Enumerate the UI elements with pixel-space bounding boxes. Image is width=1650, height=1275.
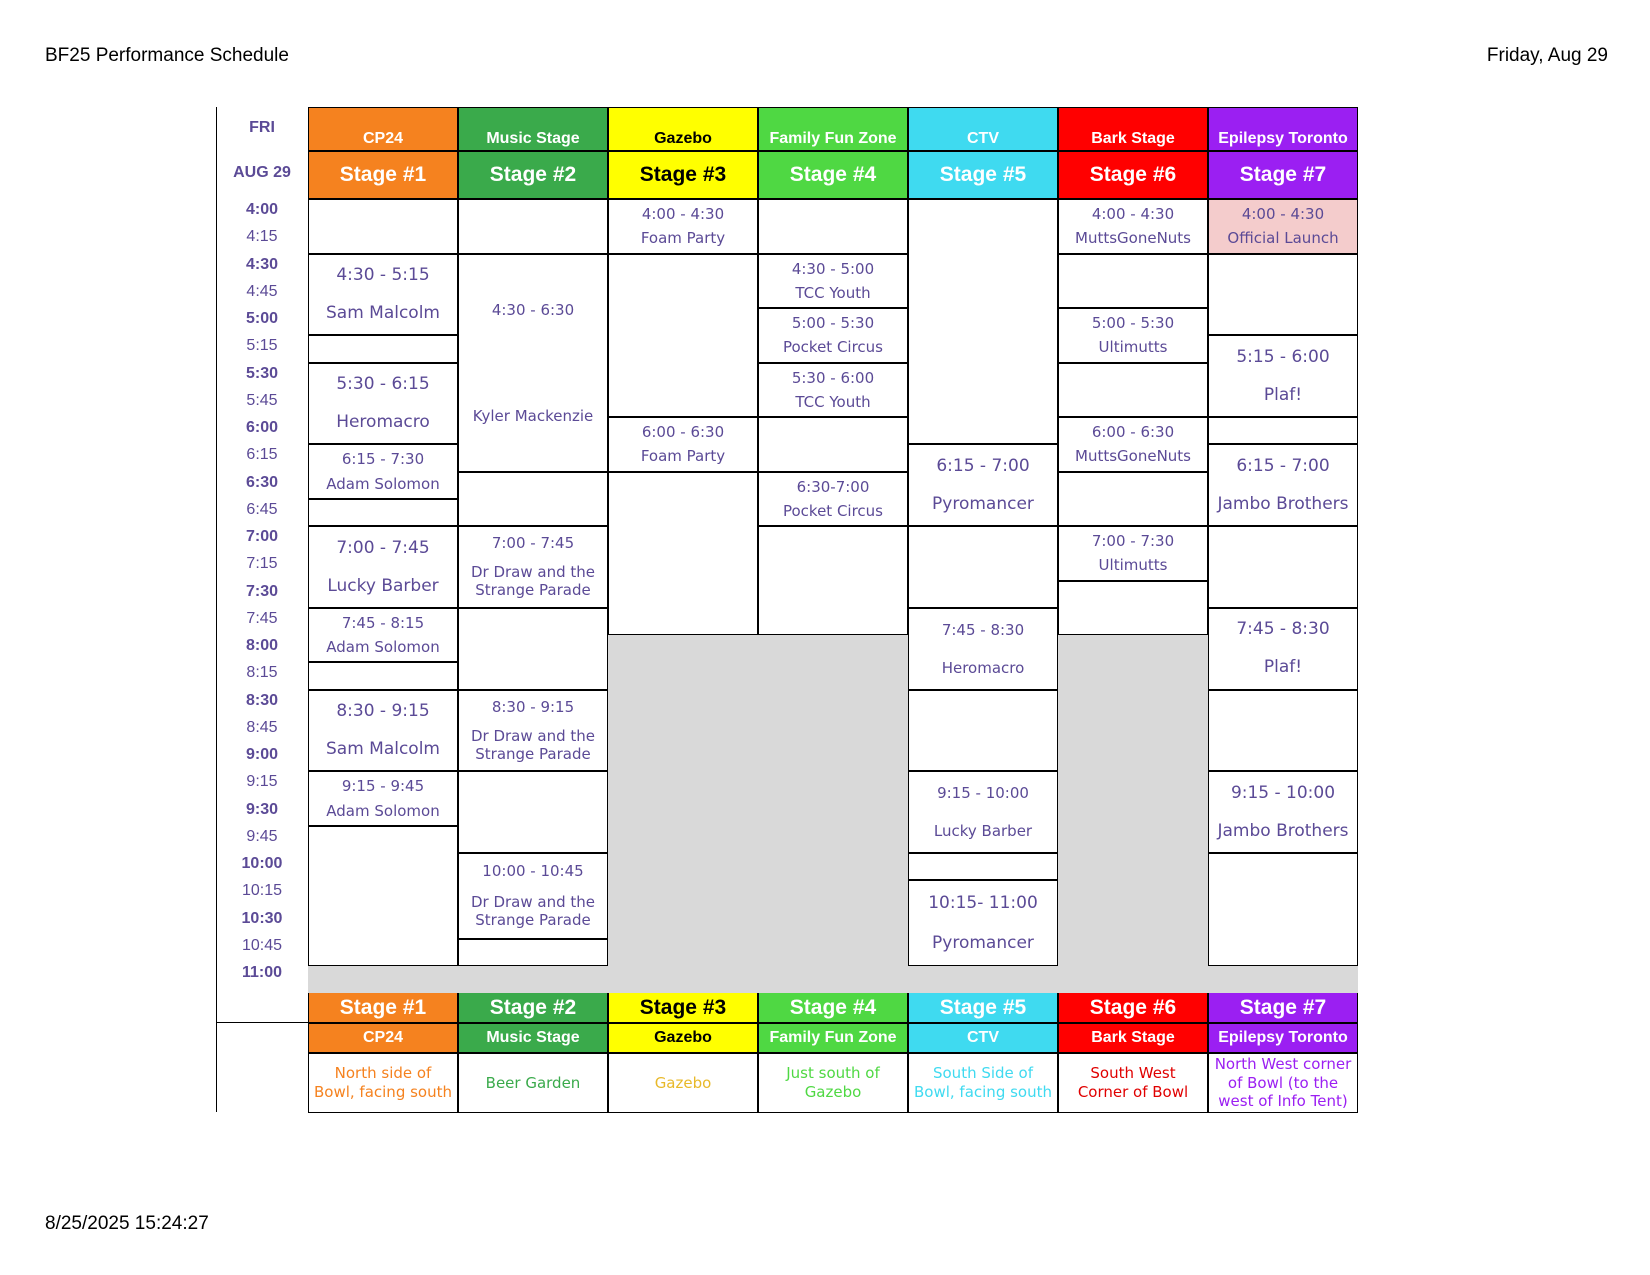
- empty-slot: [1058, 581, 1208, 636]
- time-label: 8:45: [246, 718, 278, 736]
- time-label: 8:15: [246, 664, 278, 682]
- slot-performer: Ultimutts: [1098, 338, 1168, 357]
- slot-time: 4:00 - 4:30: [1091, 205, 1175, 224]
- slot-time: 7:00 - 7:45: [491, 534, 575, 553]
- slot-performer: MuttsGoneNuts: [1075, 229, 1191, 248]
- empty-slot: [458, 199, 608, 254]
- slot-performer: Foam Party: [640, 447, 726, 466]
- slot-performer: Dr Draw and the Strange Parade: [470, 726, 596, 763]
- performance-slot[interactable]: [758, 472, 908, 527]
- empty-slot: [908, 690, 1058, 772]
- stage-number-footer: Stage #7: [1208, 992, 1358, 1023]
- time-label: 10:00: [241, 855, 283, 872]
- empty-slot: [1208, 690, 1358, 772]
- performance-slot[interactable]: [1208, 608, 1358, 690]
- print-timestamp: 8/25/2025 15:24:27: [45, 1213, 209, 1234]
- stage-sponsor-header: Family Fun Zone: [758, 107, 908, 151]
- slot-time: 6:00 - 6:30: [1091, 423, 1175, 442]
- stage-location: North side of Bowl, facing south: [308, 1053, 458, 1113]
- slot-performer: Pocket Circus: [782, 338, 883, 357]
- slot-time: 6:15 - 7:00: [1236, 455, 1330, 476]
- time-label: 9:00: [245, 746, 279, 763]
- empty-slot: [1058, 363, 1208, 418]
- slot-performer: Pocket Circus: [782, 501, 883, 520]
- stage-location: Gazebo: [608, 1053, 758, 1113]
- stage-number-header: Stage #7: [1208, 151, 1358, 199]
- stage-sponsor-header: Gazebo: [608, 107, 758, 151]
- empty-slot: [908, 853, 1058, 880]
- unavailable-block: [458, 966, 608, 993]
- empty-slot: [1208, 853, 1358, 966]
- time-label: 10:45: [241, 936, 283, 954]
- slot-performer: Adam Solomon: [326, 474, 440, 493]
- empty-slot: [458, 771, 608, 853]
- time-label: 5:15: [246, 337, 278, 355]
- empty-slot: [608, 472, 758, 636]
- performance-slot[interactable]: [1058, 308, 1208, 363]
- stage-number-header: Stage #5: [908, 151, 1058, 199]
- performance-slot[interactable]: [758, 308, 908, 363]
- footer-rule: [216, 1022, 308, 1023]
- stage-location: Just south of Gazebo: [758, 1053, 908, 1113]
- time-label: 6:00: [245, 419, 279, 436]
- slot-performer: Foam Party: [640, 229, 726, 248]
- slot-performer: Jambo Brothers: [1217, 493, 1349, 514]
- performance-slot[interactable]: [1208, 444, 1358, 526]
- unavailable-block: [758, 635, 908, 993]
- slot-performer: Heromacro: [336, 412, 430, 433]
- stage-number-header: Stage #6: [1058, 151, 1208, 199]
- slot-time: 5:15 - 6:00: [1236, 346, 1330, 367]
- slot-time: 4:30 - 5:00: [791, 259, 875, 278]
- stage-location: Beer Garden: [458, 1053, 608, 1113]
- stage-number-footer: Stage #1: [308, 992, 458, 1023]
- time-label: 8:00: [245, 637, 279, 654]
- empty-slot: [758, 199, 908, 254]
- slot-time: 10:15- 11:00: [928, 893, 1038, 913]
- slot-performer: Adam Solomon: [326, 638, 440, 657]
- stage-sponsor-header: CP24: [308, 107, 458, 151]
- page-date: Friday, Aug 29: [1486, 45, 1608, 66]
- slot-performer: Kyler Mackenzie: [472, 406, 594, 425]
- time-label: 9:45: [246, 827, 278, 845]
- slot-performer: Pyromancer: [932, 932, 1034, 953]
- time-label: 5:45: [246, 391, 278, 409]
- slot-time: 5:00 - 5:30: [791, 314, 875, 333]
- performance-slot[interactable]: [908, 444, 1058, 526]
- stage-sponsor-footer: Family Fun Zone: [758, 1023, 908, 1053]
- empty-slot: [758, 417, 908, 472]
- slot-performer: Lucky Barber: [933, 822, 1033, 841]
- time-label: 8:30: [245, 691, 279, 709]
- slot-performer: Plaf!: [1263, 657, 1303, 678]
- slot-time: 4:00 - 4:30: [1241, 205, 1325, 224]
- slot-performer: Ultimutts: [1098, 556, 1168, 575]
- stage-sponsor-header: Epilepsy Toronto: [1208, 107, 1358, 151]
- time-label: 5:00: [245, 310, 279, 327]
- slot-performer: Heromacro: [941, 658, 1025, 677]
- time-label: 7:45: [246, 609, 278, 627]
- performance-slot[interactable]: [1208, 771, 1358, 853]
- performance-slot[interactable]: [1058, 526, 1208, 581]
- slot-time: 9:15 - 10:00: [937, 784, 1029, 803]
- performance-slot[interactable]: [1058, 417, 1208, 472]
- slot-time: 7:45 - 8:15: [341, 613, 425, 632]
- empty-slot: [608, 254, 758, 418]
- empty-slot: [458, 939, 608, 966]
- slot-time: 9:15 - 10:00: [1230, 782, 1336, 803]
- time-label: 11:00: [241, 964, 283, 981]
- performance-slot[interactable]: [458, 254, 608, 472]
- time-label: 4:00: [245, 201, 279, 218]
- performance-slot[interactable]: [308, 608, 458, 663]
- performance-slot[interactable]: [458, 526, 608, 608]
- slot-time: 5:00 - 5:30: [1091, 314, 1175, 333]
- slot-time: 6:15 - 7:00: [936, 455, 1030, 476]
- empty-slot: [308, 499, 458, 526]
- performance-slot[interactable]: [308, 363, 458, 445]
- performance-slot[interactable]: [308, 690, 458, 772]
- slot-performer: Plaf!: [1263, 384, 1303, 405]
- slot-performer: Sam Malcolm: [325, 739, 440, 760]
- stage-number-header: Stage #3: [608, 151, 758, 199]
- empty-slot: [458, 472, 608, 527]
- empty-slot: [908, 199, 1058, 444]
- stage-number-header: Stage #1: [308, 151, 458, 199]
- performance-slot[interactable]: [308, 254, 458, 336]
- slot-time: 10:00 - 10:45: [482, 862, 584, 881]
- slot-time: 5:30 - 6:15: [336, 374, 430, 395]
- stage-sponsor-header: Bark Stage: [1058, 107, 1208, 151]
- slot-performer: Jambo Brothers: [1217, 820, 1349, 841]
- stage-sponsor-footer: Bark Stage: [1058, 1023, 1208, 1053]
- time-label: 6:30: [245, 473, 279, 491]
- slot-time: 7:00 - 7:30: [1091, 532, 1175, 551]
- slot-performer: Dr Draw and the Strange Parade: [470, 893, 596, 930]
- slot-time: 9:15 - 9:45: [341, 777, 425, 796]
- time-label: 4:15: [246, 228, 278, 246]
- performance-slot[interactable]: [758, 254, 908, 309]
- slot-time: 7:45 - 8:30: [1236, 619, 1330, 640]
- performance-slot[interactable]: [908, 608, 1058, 690]
- unavailable-block: [608, 635, 758, 993]
- stage-number-footer: Stage #5: [908, 992, 1058, 1023]
- stage-number-header: Stage #2: [458, 151, 608, 199]
- empty-slot: [458, 608, 608, 690]
- stage-sponsor-footer: CP24: [308, 1023, 458, 1053]
- slot-performer: TCC Youth: [795, 283, 871, 302]
- empty-slot: [1058, 472, 1208, 527]
- stage-sponsor-footer: CTV: [908, 1023, 1058, 1053]
- slot-performer: TCC Youth: [795, 392, 871, 411]
- slot-performer: Pyromancer: [932, 493, 1034, 514]
- empty-slot: [1208, 254, 1358, 336]
- performance-slot[interactable]: [308, 771, 458, 826]
- time-label: 7:15: [246, 555, 278, 573]
- time-label: 6:45: [246, 500, 278, 518]
- stage-number-footer: Stage #3: [608, 992, 758, 1023]
- page-title: BF25 Performance Schedule: [45, 45, 289, 66]
- corner-day: FRI: [249, 119, 275, 136]
- slot-time: 8:30 - 9:15: [491, 697, 575, 716]
- empty-slot: [308, 199, 458, 254]
- stage-sponsor-header: CTV: [908, 107, 1058, 151]
- stage-location: South Side of Bowl, facing south: [908, 1053, 1058, 1113]
- slot-time: 8:30 - 9:15: [336, 701, 430, 722]
- stage-number-footer: Stage #4: [758, 992, 908, 1023]
- unavailable-block: [308, 966, 458, 993]
- time-label: 7:30: [245, 582, 279, 600]
- empty-slot: [308, 662, 458, 689]
- slot-performer: Official Launch: [1227, 229, 1339, 248]
- time-label: 10:15: [241, 882, 283, 900]
- empty-slot: [1208, 417, 1358, 444]
- slot-performer: MuttsGoneNuts: [1075, 447, 1191, 466]
- performance-slot[interactable]: [308, 444, 458, 499]
- slot-time: 4:30 - 5:15: [336, 265, 430, 286]
- empty-slot: [1208, 526, 1358, 608]
- stage-number-footer: Stage #2: [458, 992, 608, 1023]
- stage-number-footer: Stage #6: [1058, 992, 1208, 1023]
- performance-slot[interactable]: [608, 417, 758, 472]
- stage-location: South West Corner of Bowl: [1058, 1053, 1208, 1113]
- empty-slot: [1058, 254, 1208, 309]
- slot-time: 6:15 - 7:30: [341, 450, 425, 469]
- slot-performer: Sam Malcolm: [325, 303, 440, 324]
- slot-time: 7:45 - 8:30: [941, 620, 1025, 639]
- stage-number-header: Stage #4: [758, 151, 908, 199]
- unavailable-block: [1208, 966, 1358, 993]
- performance-slot[interactable]: [608, 199, 758, 254]
- time-label: 9:15: [246, 773, 278, 791]
- time-label: 10:30: [241, 909, 283, 927]
- slot-time: 4:30 - 6:30: [491, 300, 575, 319]
- slot-time: 5:30 - 6:00: [791, 368, 875, 387]
- stage-sponsor-header: Music Stage: [458, 107, 608, 151]
- slot-time: 6:30-7:00: [796, 477, 870, 496]
- performance-slot[interactable]: [758, 363, 908, 418]
- time-label: 9:30: [245, 800, 279, 818]
- performance-slot[interactable]: [1208, 199, 1358, 254]
- time-label: 4:30: [245, 255, 279, 273]
- empty-slot: [308, 335, 458, 362]
- performance-slot[interactable]: [458, 853, 608, 939]
- stage-sponsor-footer: Epilepsy Toronto: [1208, 1023, 1358, 1053]
- empty-slot: [308, 826, 458, 966]
- performance-slot[interactable]: [1208, 335, 1358, 417]
- performance-slot[interactable]: [908, 880, 1058, 966]
- stage-location: North West corner of Bowl (to the west of Info Tent): [1208, 1053, 1358, 1113]
- unavailable-block: [908, 966, 1058, 993]
- slot-performer: Lucky Barber: [327, 575, 439, 596]
- slot-time: 4:00 - 4:30: [641, 205, 725, 224]
- stage-sponsor-footer: Gazebo: [608, 1023, 758, 1053]
- time-label: 4:45: [246, 282, 278, 300]
- empty-slot: [908, 526, 1058, 608]
- time-label: 7:00: [245, 528, 279, 545]
- corner-date: AUG 29: [233, 164, 291, 181]
- unavailable-block: [1058, 635, 1208, 993]
- time-label: 5:30: [245, 364, 279, 382]
- slot-performer: Dr Draw and the Strange Parade: [470, 563, 596, 600]
- slot-time: 7:00 - 7:45: [336, 537, 430, 558]
- time-label: 6:15: [246, 446, 278, 464]
- performance-slot[interactable]: [1058, 199, 1208, 254]
- performance-slot[interactable]: [908, 771, 1058, 853]
- slot-performer: Adam Solomon: [326, 801, 440, 820]
- stage-sponsor-footer: Music Stage: [458, 1023, 608, 1053]
- performance-slot[interactable]: [458, 690, 608, 772]
- empty-slot: [758, 526, 908, 635]
- slot-time: 6:00 - 6:30: [641, 423, 725, 442]
- performance-slot[interactable]: [308, 526, 458, 608]
